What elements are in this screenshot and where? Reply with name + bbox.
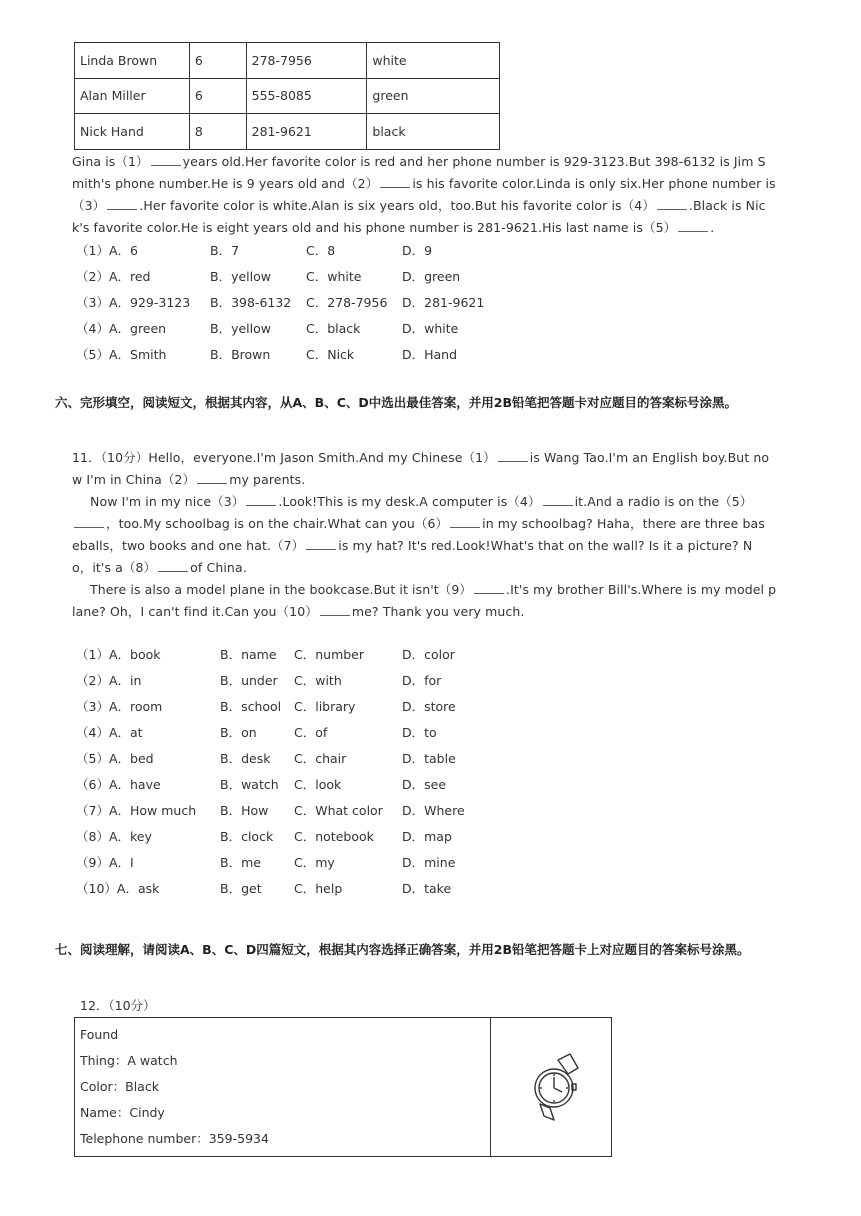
found-line: Telephone number：359-5934: [80, 1131, 269, 1146]
blank-4: [657, 197, 687, 210]
table-cell: Nick Hand: [75, 114, 190, 150]
found-line: Found: [80, 1027, 119, 1042]
option-choice: B．desk: [220, 751, 271, 766]
found-line: Color：Black: [80, 1079, 159, 1094]
option-choice: C．278-7956: [306, 295, 388, 310]
option-choice: D．Where: [402, 803, 465, 818]
q11-blank-10: [320, 603, 350, 616]
option-choice: C．8: [306, 243, 336, 258]
option-choice: C．notebook: [294, 829, 374, 844]
option-choice: D．mine: [402, 855, 456, 870]
option-choice: B．yellow: [210, 321, 271, 336]
option-choice: （8）A．key: [76, 829, 152, 844]
option-choice: D．to: [402, 725, 437, 740]
option-choice: （4）A．at: [76, 725, 143, 740]
option-choice: D．281-9621: [402, 295, 485, 310]
blank-1: [151, 153, 181, 166]
table-cell: green: [367, 78, 500, 114]
found-notice-text: [75, 1018, 491, 1156]
option-choice: D．9: [402, 243, 433, 258]
option-choice: B．under: [220, 673, 278, 688]
option-choice: （10）A．ask: [76, 881, 160, 896]
found-line: Name：Cindy: [80, 1105, 165, 1120]
table-row: [75, 78, 500, 114]
option-choice: C．Nick: [306, 347, 355, 362]
option-choice: B．on: [220, 725, 257, 740]
option-choice: （5）A．Smith: [76, 347, 167, 362]
option-choice: D．map: [402, 829, 452, 844]
option-choice: B．Brown: [210, 347, 271, 362]
q11-blank-2: [197, 471, 227, 484]
option-choice: C．What color: [294, 803, 383, 818]
q11-passage: 11．（10分）Hello，everyone.I'm Jason Smith.And my Chinese（1） is Wang Tao.I'm an English boy.But no w I'm in China（2） my parents. Now I'm in my nice（3） .Look!This is my desk.A computer is（4） it.And a radio is on the（5） ，too.My schoolbag is on the chair.What can you（6） in my schoolbag? Haha，there are three bas eballs，two books and one hat.（7） is my hat? It's red.Look!What's that on the wall? Is it a picture? N o，it's a（8） of China. There is also a model plane in the bookcase.But it isn't（9） .It's my brother Bill's.Where is my model p lane? Oh，I can't find it.Can you（10） me? Thank you very much.: [72, 450, 777, 619]
option-choice: （3）A．929-3123: [76, 295, 191, 310]
option-choice: C．chair: [294, 751, 347, 766]
q11-blank-3: [246, 493, 276, 506]
table-cell: Alan Miller: [75, 78, 190, 114]
table-cell: black: [367, 114, 500, 150]
option-choice: B．How: [220, 803, 269, 818]
option-choice: （9）A．I: [76, 855, 134, 870]
option-choice: B．yellow: [210, 269, 271, 284]
q12-heading: 12．（10分）: [80, 998, 156, 1013]
option-choice: B．name: [220, 647, 277, 662]
table-cell: 278-7956: [246, 43, 367, 79]
option-choice: （6）A．have: [76, 777, 161, 792]
q11-blank-7: [306, 537, 336, 550]
q11-blank-5: [74, 515, 104, 528]
option-choice: C．with: [294, 673, 342, 688]
table-row: [75, 114, 500, 150]
option-choice: C．number: [294, 647, 365, 662]
option-choice: B．school: [220, 699, 282, 714]
blank-5: [678, 219, 708, 232]
option-choice: （4）A．green: [76, 321, 167, 336]
option-choice: B．398-6132: [210, 295, 292, 310]
option-choice: C．look: [294, 777, 342, 792]
q10-passage: Gina is（1） years old.Her favorite color is red and her phone number is 929-3123.But 398-6132 is Jim S mith's phone number.He is 9 years old and（2） is his favorite color.Linda is only six.Her phone number is （3） .Her favorite color is white.Alan is six years old，too.But his favorite color is（4） .Black is Nic k's favorite color.He is eight years old and his phone number is 281-9621.His last name is（5） .: [72, 154, 776, 235]
q11-blank-9: [474, 581, 504, 594]
option-choice: B．watch: [220, 777, 279, 792]
option-choice: B．get: [220, 881, 262, 896]
option-choice: D．Hand: [402, 347, 458, 362]
option-choice: （7）A．How much: [76, 803, 197, 818]
option-choice: （1）A．book: [76, 647, 161, 662]
q11-blank-6: [450, 515, 480, 528]
option-choice: C．of: [294, 725, 328, 740]
q11-blank-8: [158, 559, 188, 572]
table-cell: 8: [189, 114, 246, 150]
option-choice: D．see: [402, 777, 447, 792]
option-choice: D．take: [402, 881, 452, 896]
option-choice: （5）A．bed: [76, 751, 154, 766]
option-choice: （2）A．red: [76, 269, 151, 284]
q11-blank-4: [543, 493, 573, 506]
option-choice: D．table: [402, 751, 456, 766]
found-notice-box: [74, 1017, 612, 1157]
option-choice: C．my: [294, 855, 335, 870]
option-choice: D．white: [402, 321, 459, 336]
table-cell: 281-9621: [246, 114, 367, 150]
option-choice: B．clock: [220, 829, 274, 844]
table-cell: Linda Brown: [75, 43, 190, 79]
table-cell: 6: [189, 43, 246, 79]
option-choice: （2）A．in: [76, 673, 142, 688]
blank-2: [380, 175, 410, 188]
q11-blank-1: [498, 449, 528, 462]
section-7-title: 七、阅读理解，请阅读A、B、C、D四篇短文，根据其内容选择正确答案，并用2B铅笔把答题卡上对应题目的答案标号涂黑。: [55, 942, 750, 957]
option-choice: C．white: [306, 269, 362, 284]
wristwatch-icon: [520, 1050, 590, 1124]
option-choice: D．color: [402, 647, 455, 662]
option-choice: D．green: [402, 269, 461, 284]
option-choice: C．library: [294, 699, 356, 714]
option-choice: C．help: [294, 881, 343, 896]
section-6-title: 六、完形填空，阅读短文，根据其内容，从A、B、C、D中选出最佳答案，并用2B铅笔把答题卡对应题目的答案标号涂黑。: [55, 395, 737, 410]
option-choice: B．me: [220, 855, 261, 870]
option-choice: D．for: [402, 673, 442, 688]
table-cell: white: [367, 43, 500, 79]
table-cell: 555-8085: [246, 78, 367, 114]
option-choice: C．black: [306, 321, 361, 336]
blank-3: [107, 197, 137, 210]
info-table: [74, 42, 500, 150]
table-row: [75, 43, 500, 79]
table-cell: 6: [189, 78, 246, 114]
found-line: Thing：A watch: [80, 1053, 178, 1068]
option-choice: D．store: [402, 699, 456, 714]
option-choice: B．7: [210, 243, 240, 258]
option-choice: （1）A．6: [76, 243, 138, 258]
option-choice: （3）A．room: [76, 699, 163, 714]
